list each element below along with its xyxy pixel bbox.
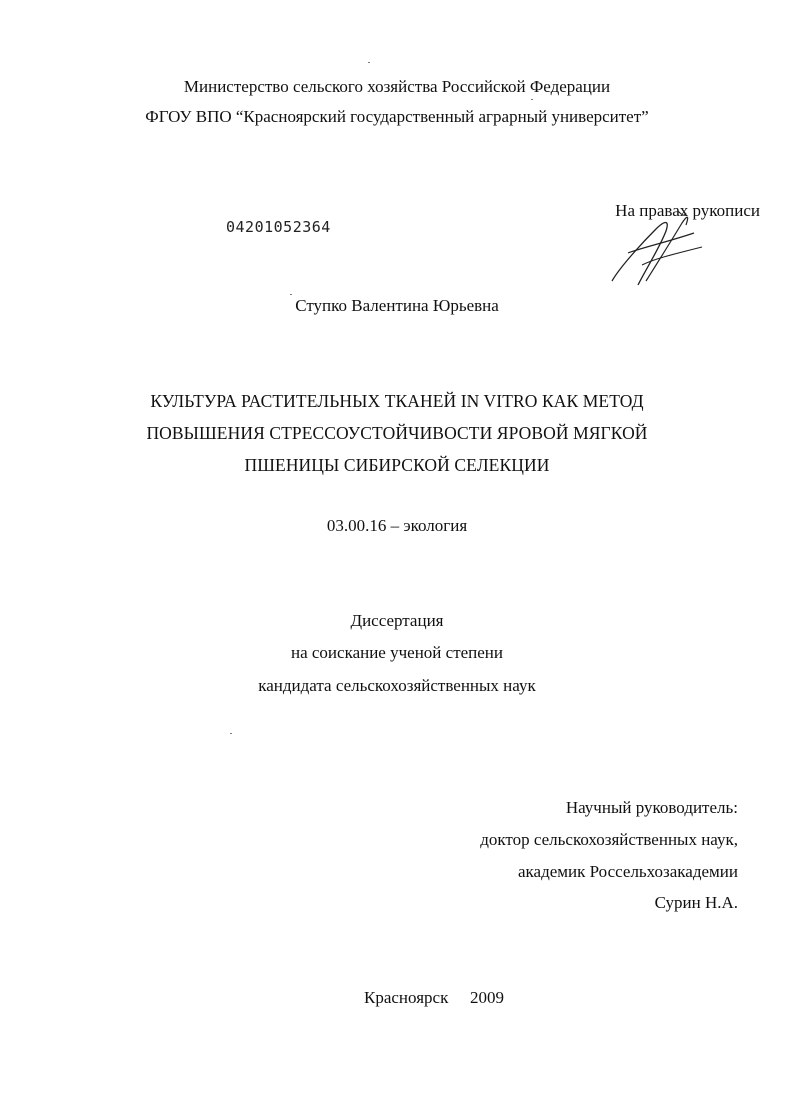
ministry-line: Министерство сельского хозяйства Российской Федерации <box>183 77 611 96</box>
degree-line-2: на соискание ученой степени <box>290 643 504 662</box>
university-line: ФГОУ ВПО “Красноярский государственный аграрный университет” <box>145 107 649 126</box>
author-name: Ступко Валентина Юрьевна <box>295 296 499 315</box>
title-line-3: ПШЕНИЦЫ СИБИРСКОЙ СЕЛЕКЦИИ <box>244 455 550 475</box>
supervisor-title: академик Россельхозакадемии <box>518 862 738 881</box>
scan-speck <box>368 62 370 63</box>
archive-number: 04201052364 <box>226 218 331 236</box>
title-line-2: ПОВЫШЕНИЯ СТРЕССОУСТОЙЧИВОСТИ ЯРОВОЙ МЯГКОЙ <box>146 423 648 443</box>
scan-speck <box>230 733 232 734</box>
supervisor-name: Сурин Н.А. <box>654 893 738 912</box>
degree-line-3: кандидата сельскохозяйственных наук <box>258 676 536 695</box>
supervisor-degree: доктор сельскохозяйственных наук, <box>480 830 738 849</box>
specialty-line: 03.00.16 – экология <box>326 516 468 535</box>
scan-speck <box>531 99 533 100</box>
signature-mark <box>598 203 718 293</box>
footer-city: Красноярск <box>364 988 449 1007</box>
rights-note: На правах рукописи <box>615 201 760 220</box>
supervisor-label: Научный руководитель: <box>565 798 738 817</box>
degree-line-1: Диссертация <box>350 611 444 630</box>
title-line-1: КУЛЬТУРА РАСТИТЕЛЬНЫХ ТКАНЕЙ IN VITRO КАК МЕТОД <box>150 391 644 411</box>
scan-speck <box>290 294 292 295</box>
footer-year: 2009 <box>470 988 504 1007</box>
